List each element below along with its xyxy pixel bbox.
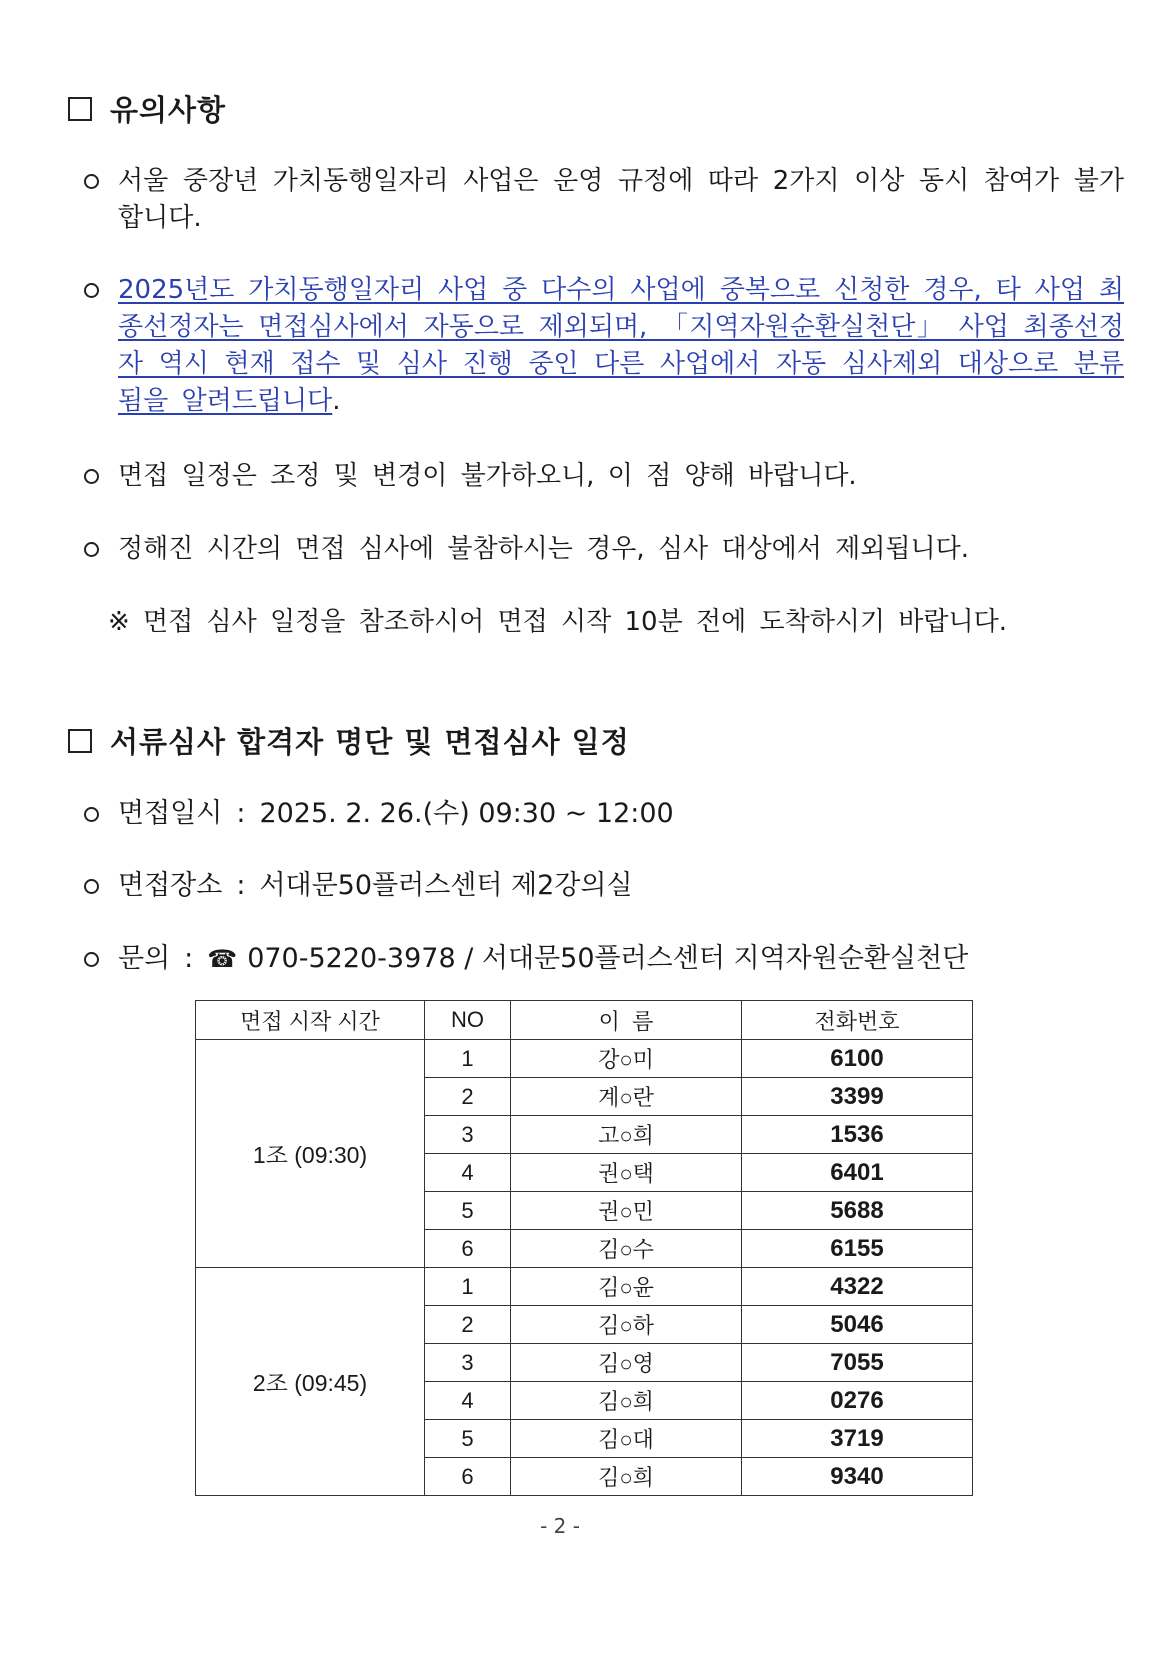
bullet-item (84, 531, 1124, 568)
highlighted-text: 2025년도 가치동행일자리 사업 중 다수의 사업에 중복으로 신청한 경우, 타 사업 최종선정자는 면접심사에서 자동으로 제외되며, 「지역자원순환실천단」 사업 최종선정자 역시 현재 접수 및 심사 진행 중인 다른 사업에서 자동 심사제외 대상으로 분류 됨을 알려드립니다 (118, 275, 1124, 416)
circle-bullet-icon (84, 542, 99, 557)
table-row (196, 1268, 973, 1306)
row-no: 4 (425, 1154, 511, 1192)
row-name: 김○대 (511, 1420, 742, 1458)
row-no: 6 (425, 1230, 511, 1268)
circle-bullet-icon (84, 952, 99, 967)
row-phone: 5046 (742, 1306, 973, 1344)
interview-schedule-table (195, 1000, 973, 1496)
row-no: 2 (425, 1078, 511, 1116)
row-name: 김○영 (511, 1344, 742, 1382)
info-value: 070-5220-3978 / 서대문50플러스센터 지역자원순환실천단 (247, 943, 969, 974)
page-number: - 2 - (540, 1514, 580, 1538)
row-phone: 3719 (742, 1420, 973, 1458)
table-row (196, 1040, 973, 1078)
circle-bullet-icon (84, 807, 99, 822)
section-title: 유의사항 (110, 93, 227, 127)
row-name: 권○택 (511, 1154, 742, 1192)
row-phone: 3399 (742, 1078, 973, 1116)
row-no: 4 (425, 1382, 511, 1420)
row-name: 김○희 (511, 1458, 742, 1496)
row-no: 5 (425, 1192, 511, 1230)
bullet-item-highlight (84, 272, 1124, 420)
info-separator: : (236, 870, 246, 901)
info-separator: : (184, 943, 194, 974)
row-name: 권○민 (511, 1192, 742, 1230)
row-phone: 6401 (742, 1154, 973, 1192)
row-phone: 7055 (742, 1344, 973, 1382)
row-phone: 0276 (742, 1382, 973, 1420)
bullet-item (84, 163, 1124, 237)
row-name: 김○하 (511, 1306, 742, 1344)
row-phone: 5688 (742, 1192, 973, 1230)
row-name: 김○윤 (511, 1268, 742, 1306)
row-no: 2 (425, 1306, 511, 1344)
row-no: 6 (425, 1458, 511, 1496)
row-phone: 1536 (742, 1116, 973, 1154)
note-text: ※ 면접 심사 일정을 참조하시어 면접 시작 10분 전에 도착하시기 바랍니다. (108, 607, 1008, 637)
info-value: 서대문50플러스센터 제2강의실 (259, 870, 633, 901)
info-separator: : (236, 798, 246, 829)
header-start-time: 면접 시작 시간 (196, 1001, 425, 1040)
checkbox-icon (68, 729, 92, 753)
section-heading-schedule (68, 720, 630, 761)
row-name: 강○미 (511, 1040, 742, 1078)
checkbox-icon (68, 97, 92, 121)
inquiry-row (84, 939, 968, 979)
trailing-period: . (332, 386, 341, 416)
section-title: 서류심사 합격자 명단 및 면접심사 일정 (110, 725, 630, 759)
circle-bullet-icon (84, 174, 99, 189)
group-label: 1조 (09:30) (196, 1040, 425, 1268)
row-phone: 6155 (742, 1230, 973, 1268)
header-name: 이 름 (511, 1001, 742, 1040)
row-name: 김○희 (511, 1382, 742, 1420)
telephone-icon: ☎ (207, 945, 238, 973)
interview-date-row (84, 794, 674, 834)
row-name: 김○수 (511, 1230, 742, 1268)
bullet-item (84, 458, 1124, 495)
info-value: 2025. 2. 26.(수) 09:30 ~ 12:00 (259, 798, 674, 829)
bullet-text: 면접 일정은 조정 및 변경이 불가하오니, 이 점 양해 바랍니다. (118, 461, 857, 491)
info-label: 문의 (118, 943, 171, 974)
row-no: 1 (425, 1040, 511, 1078)
row-phone: 9340 (742, 1458, 973, 1496)
row-name: 계○란 (511, 1078, 742, 1116)
circle-bullet-icon (84, 283, 99, 298)
header-phone: 전화번호 (742, 1001, 973, 1040)
row-no: 5 (425, 1420, 511, 1458)
group-label: 2조 (09:45) (196, 1268, 425, 1496)
info-label: 면접장소 (118, 870, 223, 901)
info-label: 면접일시 (118, 798, 223, 829)
row-phone: 6100 (742, 1040, 973, 1078)
bullet-text (118, 272, 1124, 420)
row-no: 1 (425, 1268, 511, 1306)
bullet-text: 서울 중장년 가치동행일자리 사업은 운영 규정에 따라 2가지 이상 동시 참여가 불가합니다. (118, 166, 1124, 233)
circle-bullet-icon (84, 879, 99, 894)
interview-place-row (84, 866, 633, 906)
row-phone: 4322 (742, 1268, 973, 1306)
header-no: NO (425, 1001, 511, 1040)
table-header-row (196, 1001, 973, 1040)
row-no: 3 (425, 1116, 511, 1154)
section-heading-notes (68, 88, 226, 129)
circle-bullet-icon (84, 469, 99, 484)
row-no: 3 (425, 1344, 511, 1382)
row-name: 고○희 (511, 1116, 742, 1154)
bullet-text: 정해진 시간의 면접 심사에 불참하시는 경우, 심사 대상에서 제외됩니다. (118, 534, 970, 564)
